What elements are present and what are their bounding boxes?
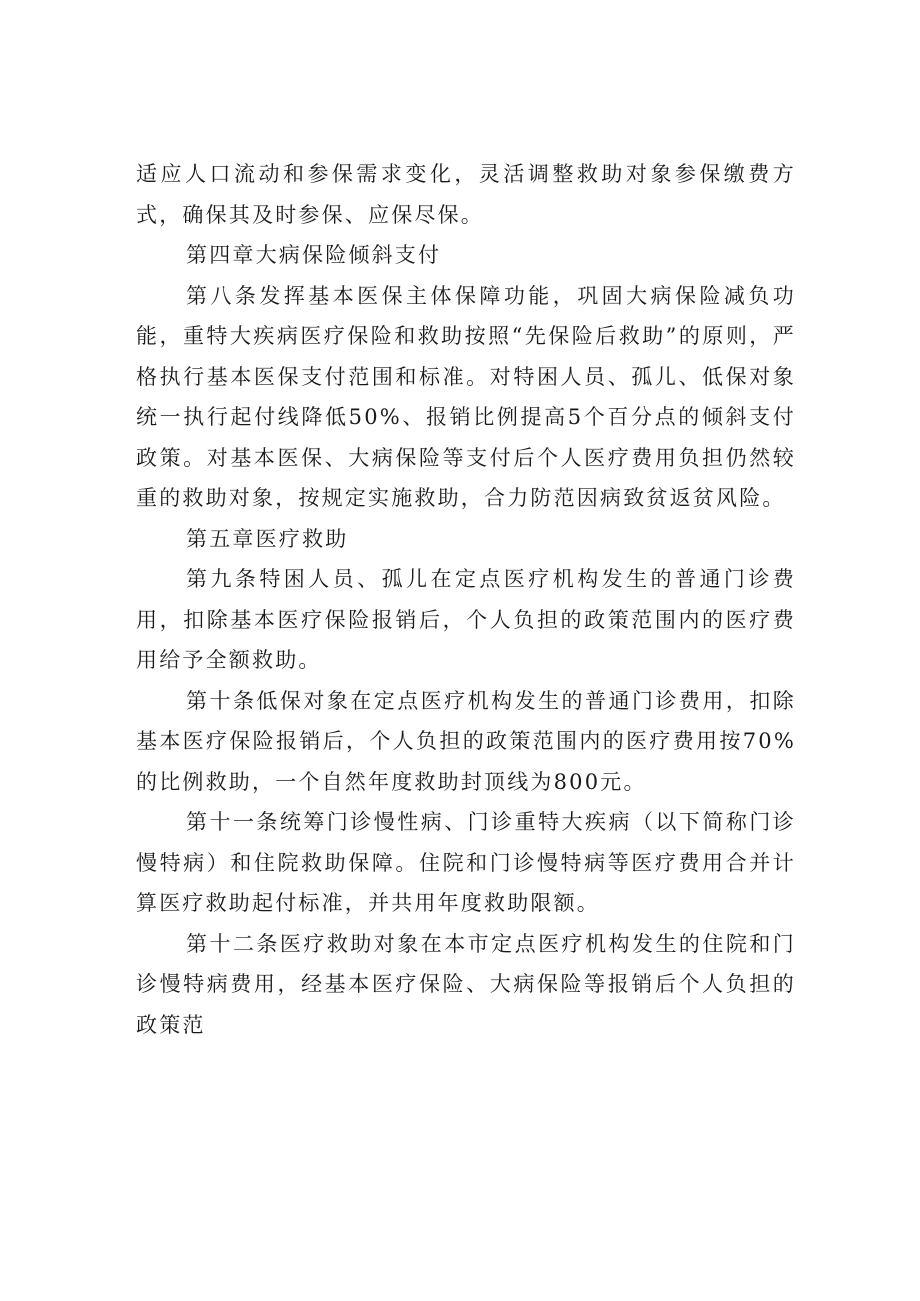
article-9-paragraph: 第九条特困人员、孤儿在定点医疗机构发生的普通门诊费用，扣除基本医疗保险报销后，个人负担的政策范围内的医疗费用给予全额救助。 (136, 567, 796, 672)
paragraph-enrollment: 适应人口流动和参保需求变化，灵活调整救助对象参保缴费方式，确保其及时参保、应保尽保。 (136, 162, 796, 227)
article-10-paragraph: 第十条低保对象在定点医疗机构发生的普通门诊费用，扣除基本医疗保险报销后，个人负担的政策范围内的医疗费用按70%的比例救助，一个自然年度救助封顶线为800元。 (136, 688, 796, 794)
document-body (136, 154, 796, 1045)
article-8-paragraph: 第八条发挥基本医保主体保障功能，巩固大病保险减负功能，重特大疾病医疗保险和救助按照“先保险后救助”的原则，严格执行基本医保支付范围和标准。对特困人员、孤儿、低保对象统一执行起付线降低50%、报销比例提高5个百分点的倾斜支付政策。对基本医保、大病保险等支付后个人医疗费用负担仍然较重的救助对象，按规定实施救助，合力防范因病致贫返贫风险。 (136, 283, 796, 510)
article-12-paragraph: 第十二条医疗救助对象在本市定点医疗机构发生的住院和门诊慢特病费用，经基本医疗保险、大病保险等报销后个人负担的政策范 (136, 931, 796, 1037)
chapter-5-heading: 第五章医疗救助 (186, 526, 349, 551)
chapter-4-heading: 第四章大病保险倾斜支付 (186, 243, 442, 267)
article-11-paragraph: 第十一条统筹门诊慢性病、门诊重特大疾病（以下简称门诊慢特病）和住院救助保障。住院和门诊慢特病等医疗费用合并计算医疗救助起付标准，并共用年度救助限额。 (136, 810, 796, 915)
